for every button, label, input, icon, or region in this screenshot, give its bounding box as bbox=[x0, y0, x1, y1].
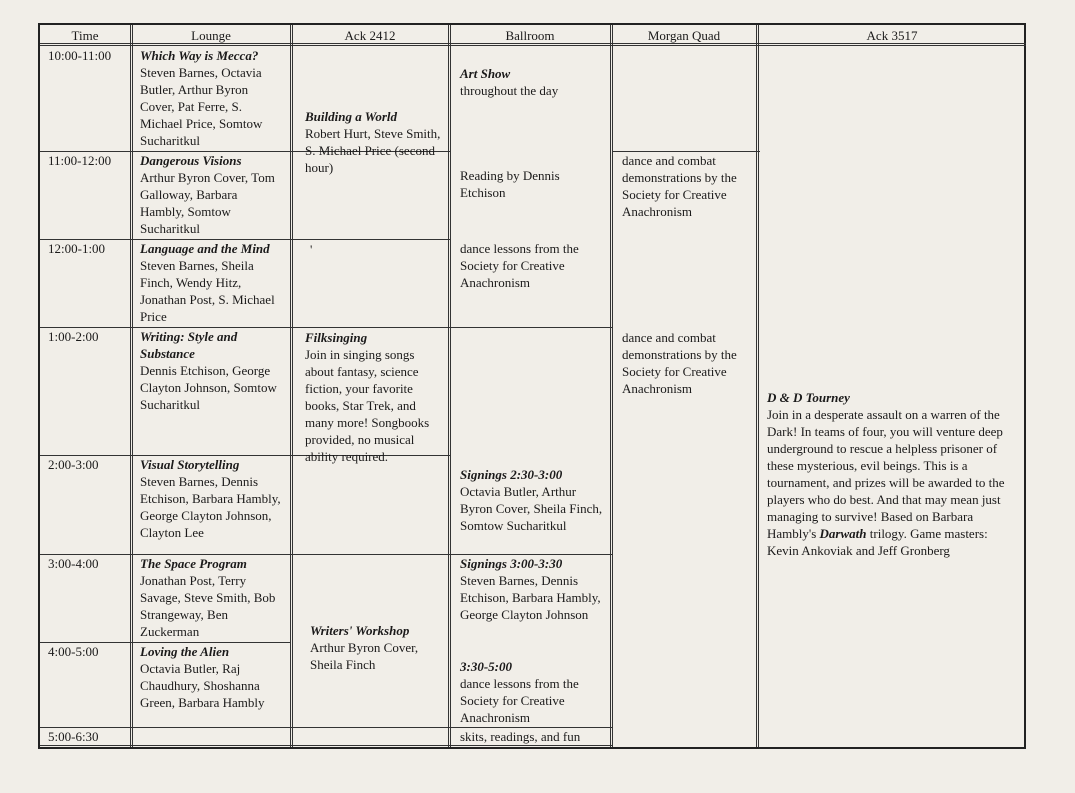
session-panelists: Steven Barnes, Octavia Butler, Arthur Byron Cover, Pat Ferre, S. Michael Price, Somtow Sucharitkul bbox=[140, 65, 263, 148]
header-morgan-quad: Morgan Quad bbox=[647, 28, 721, 43]
lounge-session bbox=[140, 240, 280, 325]
session-title: Language and the Mind bbox=[140, 241, 270, 256]
time-slot: 2:00-3:00 bbox=[48, 457, 99, 472]
session-description: dance and combat demonstrations by the Society for Creative Anachronism bbox=[622, 153, 737, 219]
morgan-session bbox=[622, 152, 752, 220]
ballroom-session bbox=[460, 658, 608, 726]
ack2412-session bbox=[310, 622, 446, 673]
session-title: Which Way is Mecca? bbox=[140, 48, 259, 63]
session-panelists: Robert Hurt, Steve Smith, S. Michael Price (second hour) bbox=[305, 126, 441, 175]
ballroom-session bbox=[460, 555, 606, 623]
lounge-session bbox=[140, 456, 282, 541]
session-panelists: Steven Barnes, Dennis Etchison, Barbara Hambly, George Clayton Johnson, Clayton Lee bbox=[140, 474, 281, 540]
session-title: Filksinging bbox=[305, 330, 368, 345]
lounge-session bbox=[140, 555, 280, 640]
header-lounge: Lounge bbox=[191, 28, 231, 43]
session-credits: trilogy. Game masters: Kevin Ankoviak and Jeff Gronberg bbox=[767, 526, 988, 558]
session-panelists: Arthur Byron Cover, Tom Galloway, Barbara Hambly, Somtow Sucharitkul bbox=[140, 170, 275, 236]
session-description: dance and combat demonstrations by the Society for Creative Anachronism bbox=[622, 330, 737, 396]
time-slot: 10:00-11:00 bbox=[48, 48, 112, 63]
time-slot: 1:00-2:00 bbox=[48, 329, 99, 344]
time-slot: 12:00-1:00 bbox=[48, 241, 106, 256]
time-slot: 3:00-4:00 bbox=[48, 556, 99, 571]
schedule-table bbox=[38, 23, 1026, 749]
header-ack3517: Ack 3517 bbox=[866, 28, 918, 43]
header-ack2412: Ack 2412 bbox=[344, 28, 396, 43]
lounge-session bbox=[140, 47, 280, 149]
session-panelists: Arthur Byron Cover, Sheila Finch bbox=[310, 640, 419, 672]
ballroom-session bbox=[460, 65, 605, 99]
session-description: throughout the day bbox=[460, 83, 559, 98]
session-title: Building a World bbox=[305, 109, 397, 124]
lounge-session bbox=[140, 328, 280, 413]
lounge-session bbox=[140, 643, 286, 711]
lounge-session bbox=[140, 152, 280, 237]
session-description: dance lessons from the Society for Creative Anachronism bbox=[460, 676, 579, 725]
header-time: Time bbox=[71, 28, 99, 43]
morgan-session bbox=[622, 329, 752, 397]
session-description: Join in a desperate assault on a warren of the Dark! In teams of four, you will venture deep underground to rescue a helpless prisoner of these mysterious, evil beings. This is a tournament, and prizes will be awarded to the players who do best. And that may mean just managing to survive! Based on Barbara Hambly's bbox=[767, 407, 1005, 541]
session-description: dance lessons from the Society for Creative Anachronism bbox=[460, 241, 579, 290]
time-slot: 4:00-5:00 bbox=[48, 644, 99, 659]
session-title: Writers' Workshop bbox=[310, 623, 410, 638]
ballroom-session bbox=[460, 728, 608, 745]
session-title: Dangerous Visions bbox=[140, 153, 242, 168]
header-ballroom: Ballroom bbox=[505, 28, 555, 43]
book-title: Darwath bbox=[819, 526, 867, 541]
session-title: D & D Tourney bbox=[767, 390, 850, 405]
session-panelists: Steven Barnes, Sheila Finch, Wendy Hitz, Jonathan Post, S. Michael Price bbox=[140, 258, 275, 324]
ballroom-session bbox=[460, 167, 600, 201]
session-title: The Space Program bbox=[140, 556, 247, 571]
ballroom-session bbox=[460, 240, 608, 291]
session-panelists: Dennis Etchison, George Clayton Johnson, Somtow Sucharitkul bbox=[140, 363, 277, 412]
session-panelists: Jonathan Post, Terry Savage, Steve Smith, Bob Strangeway, Ben Zuckerman bbox=[140, 573, 276, 639]
session-panelists: Octavia Butler, Raj Chaudhury, Shoshanna Green, Barbara Hambly bbox=[140, 661, 265, 710]
ditto-mark: ' bbox=[310, 242, 313, 257]
ack3517-session bbox=[767, 389, 1019, 559]
session-title: Writing: Style and Substance bbox=[140, 329, 238, 361]
session-title: Signings 2:30-3:00 bbox=[460, 467, 563, 482]
session-panelists: Steven Barnes, Dennis Etchison, Barbara Hambly, George Clayton Johnson bbox=[460, 573, 601, 622]
session-description: skits, readings, and fun bbox=[460, 729, 581, 744]
ack2412-session bbox=[305, 108, 441, 176]
time-slot: 11:00-12:00 bbox=[48, 153, 112, 168]
ballroom-session bbox=[460, 466, 606, 534]
session-title: 3:30-5:00 bbox=[460, 659, 512, 674]
session-title: Loving the Alien bbox=[140, 644, 230, 659]
session-title: Art Show bbox=[460, 66, 511, 81]
session-panelists: Octavia Butler, Arthur Byron Cover, Sheila Finch, Somtow Sucharitkul bbox=[460, 484, 603, 533]
session-title: Visual Storytelling bbox=[140, 457, 240, 472]
time-slot: 5:00-6:30 bbox=[48, 729, 99, 744]
session-description: Reading by Dennis Etchison bbox=[460, 168, 560, 200]
ack2412-session bbox=[305, 329, 443, 465]
session-title: Signings 3:00-3:30 bbox=[460, 556, 563, 571]
session-description: Join in singing songs about fantasy, science fiction, your favorite books, Star Trek, and many more! Songbooks provided, no musical ability required. bbox=[305, 347, 430, 464]
